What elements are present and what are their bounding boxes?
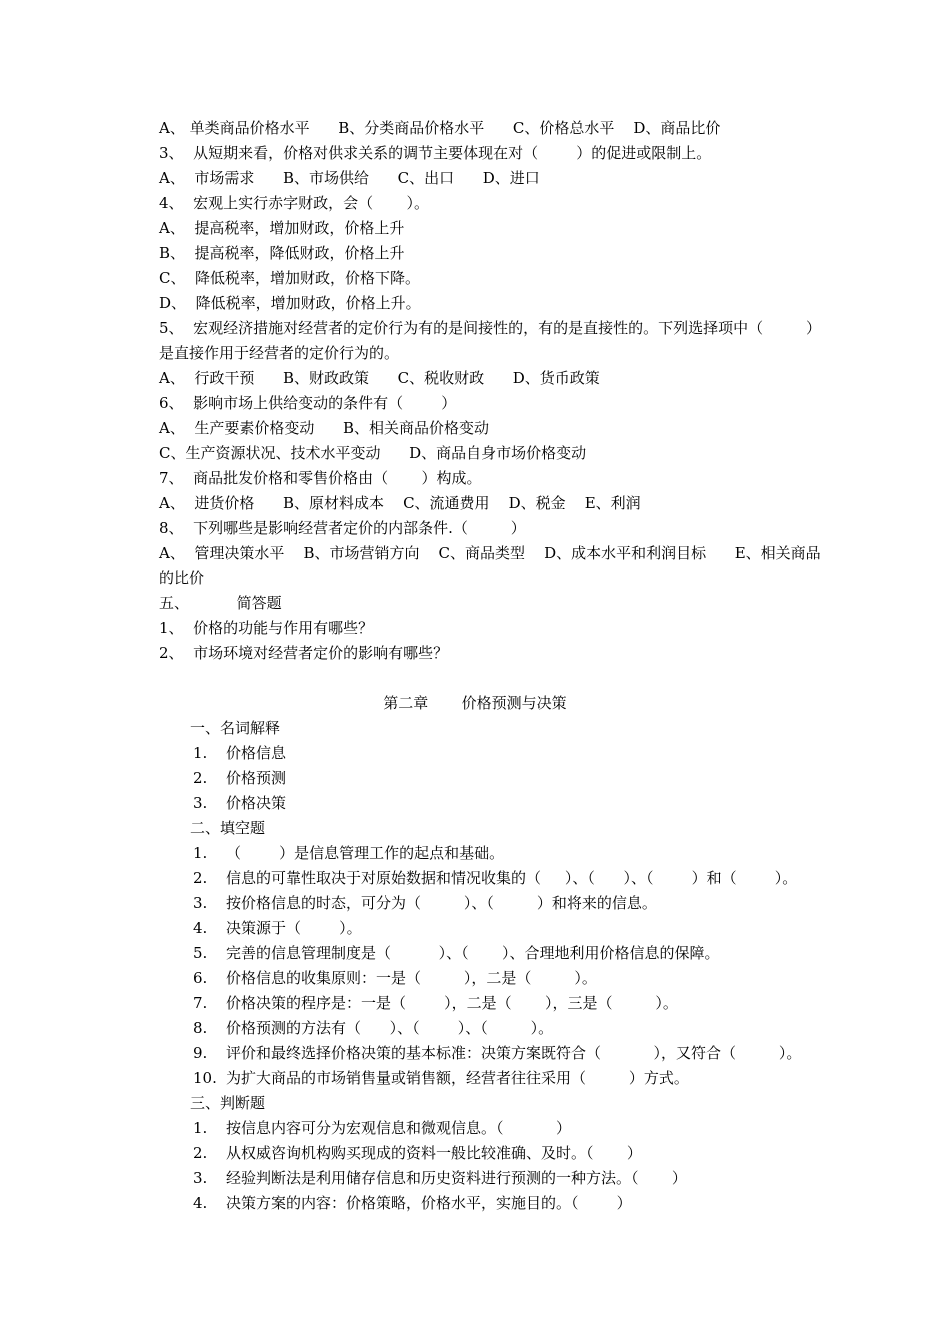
item-text: 按信息内容可分为宏观信息和微观信息。（ ） xyxy=(226,1119,571,1137)
chapter-title: 第二章 价格预测与决策 xyxy=(383,694,567,712)
item-number: 9. xyxy=(193,1044,208,1062)
option-line: C、生产资源状况、技术水平变动 D、商品自身市场价格变动 xyxy=(159,444,587,462)
section-heading: 二、填空题 xyxy=(190,819,266,837)
item-number: 5. xyxy=(193,944,208,962)
question-line: 3、 从短期来看，价格对供求关系的调节主要体现在对（ ）的促进或限制上。 xyxy=(159,144,712,162)
item-text: 价格决策的程序是：一是（ ），二是（ ），三是（ ）。 xyxy=(226,994,678,1012)
option-line: A、 行政干预 B、财政政策 C、税收财政 D、货币政策 xyxy=(159,369,600,387)
item-text: （ ）是信息管理工作的起点和基础。 xyxy=(226,844,505,862)
question-line: 6、 影响市场上供给变动的条件有（ ） xyxy=(159,394,457,412)
option-line: D、 降低税率，增加财政，价格上升。 xyxy=(159,294,421,312)
question-line: 8、 下列哪些是影响经营者定价的内部条件.（ ） xyxy=(159,519,526,537)
item-number: 3. xyxy=(193,894,208,912)
item-text: 价格预测 xyxy=(226,769,287,787)
item-text: 评价和最终选择价格决策的基本标准：决策方案既符合（ ），又符合（ ）。 xyxy=(226,1044,802,1062)
option-line: A、 提高税率，增加财政，价格上升 xyxy=(159,219,405,237)
item-number: 1. xyxy=(193,1119,208,1137)
item-text: 从权威咨询机构购买现成的资料一般比较准确、及时。（ ） xyxy=(226,1144,642,1162)
section-heading: 一、名词解释 xyxy=(190,719,281,737)
item-number: 4. xyxy=(193,1194,208,1212)
question-line: 2、 市场环境对经营者定价的影响有哪些？ xyxy=(159,644,449,662)
item-number: 3. xyxy=(193,794,208,812)
item-text: 信息的可靠性取决于对原始数据和情况收集的（ ）、（ ）、（ ）和（ ）。 xyxy=(226,869,798,887)
option-line: A、 单类商品价格水平 B、分类商品价格水平 C、价格总水平 D、商品比价 xyxy=(159,119,721,137)
section-heading: 五、 简答题 xyxy=(159,594,282,612)
item-text: 为扩大商品的市场销售量或销售额，经营者往往采用（ ）方式。 xyxy=(226,1069,689,1087)
question-line: 1、 价格的功能与作用有哪些？ xyxy=(159,619,374,637)
item-number: 2. xyxy=(193,769,208,787)
item-number: 8. xyxy=(193,1019,208,1037)
item-number: 10. xyxy=(193,1069,217,1087)
option-line: A、 管理决策水平 B、市场营销方向 C、商品类型 D、成本水平和利润目标 E、相关商品 xyxy=(159,544,821,562)
item-number: 7. xyxy=(193,994,208,1012)
item-number: 3. xyxy=(193,1169,208,1187)
question-line: 是直接作用于经营者的定价行为的。 xyxy=(159,344,400,362)
question-line: 7、 商品批发价格和零售价格由（ ）构成。 xyxy=(159,469,482,487)
item-text: 按价格信息的时态，可分为（ ）、（ ）和将来的信息。 xyxy=(226,894,657,912)
item-text: 决策源于（ ）。 xyxy=(226,919,362,937)
item-text: 价格决策 xyxy=(226,794,287,812)
item-number: 2. xyxy=(193,1144,208,1162)
item-text: 价格信息的收集原则：一是（ ），二是（ ）。 xyxy=(226,969,597,987)
option-line: A、 生产要素价格变动 B、相关商品价格变动 xyxy=(159,419,490,437)
question-line: 4、 宏观上实行赤字财政，会（ ）。 xyxy=(159,194,429,212)
item-number: 2. xyxy=(193,869,208,887)
item-text: 决策方案的内容：价格策略，价格水平，实施目的。（ ） xyxy=(226,1194,632,1212)
question-line: 5、 宏观经济措施对经营者的定价行为有的是间接性的，有的是直接性的。下列选择项中（ ） xyxy=(159,319,821,337)
option-line: B、 提高税率，降低财政，价格上升 xyxy=(159,244,405,262)
item-number: 4. xyxy=(193,919,208,937)
option-line: C、 降低税率，增加财政，价格下降。 xyxy=(159,269,421,287)
option-line: A、 进货价格 B、原材料成本 C、流通费用 D、税金 E、利润 xyxy=(159,494,641,512)
option-line: A、 市场需求 B、市场供给 C、出口 D、进口 xyxy=(159,169,540,187)
item-number: 6. xyxy=(193,969,208,987)
item-number: 1. xyxy=(193,744,208,762)
section-heading: 三、判断题 xyxy=(190,1094,266,1112)
item-text: 完善的信息管理制度是（ ）、（ ）、合理地利用价格信息的保障。 xyxy=(226,944,720,962)
item-text: 价格信息 xyxy=(226,744,287,762)
option-line: 的比价 xyxy=(159,569,205,587)
item-number: 1. xyxy=(193,844,208,862)
item-text: 经验判断法是利用储存信息和历史资料进行预测的一种方法。（ ） xyxy=(226,1169,687,1187)
item-text: 价格预测的方法有（ ）、（ ）、（ ）。 xyxy=(226,1019,554,1037)
